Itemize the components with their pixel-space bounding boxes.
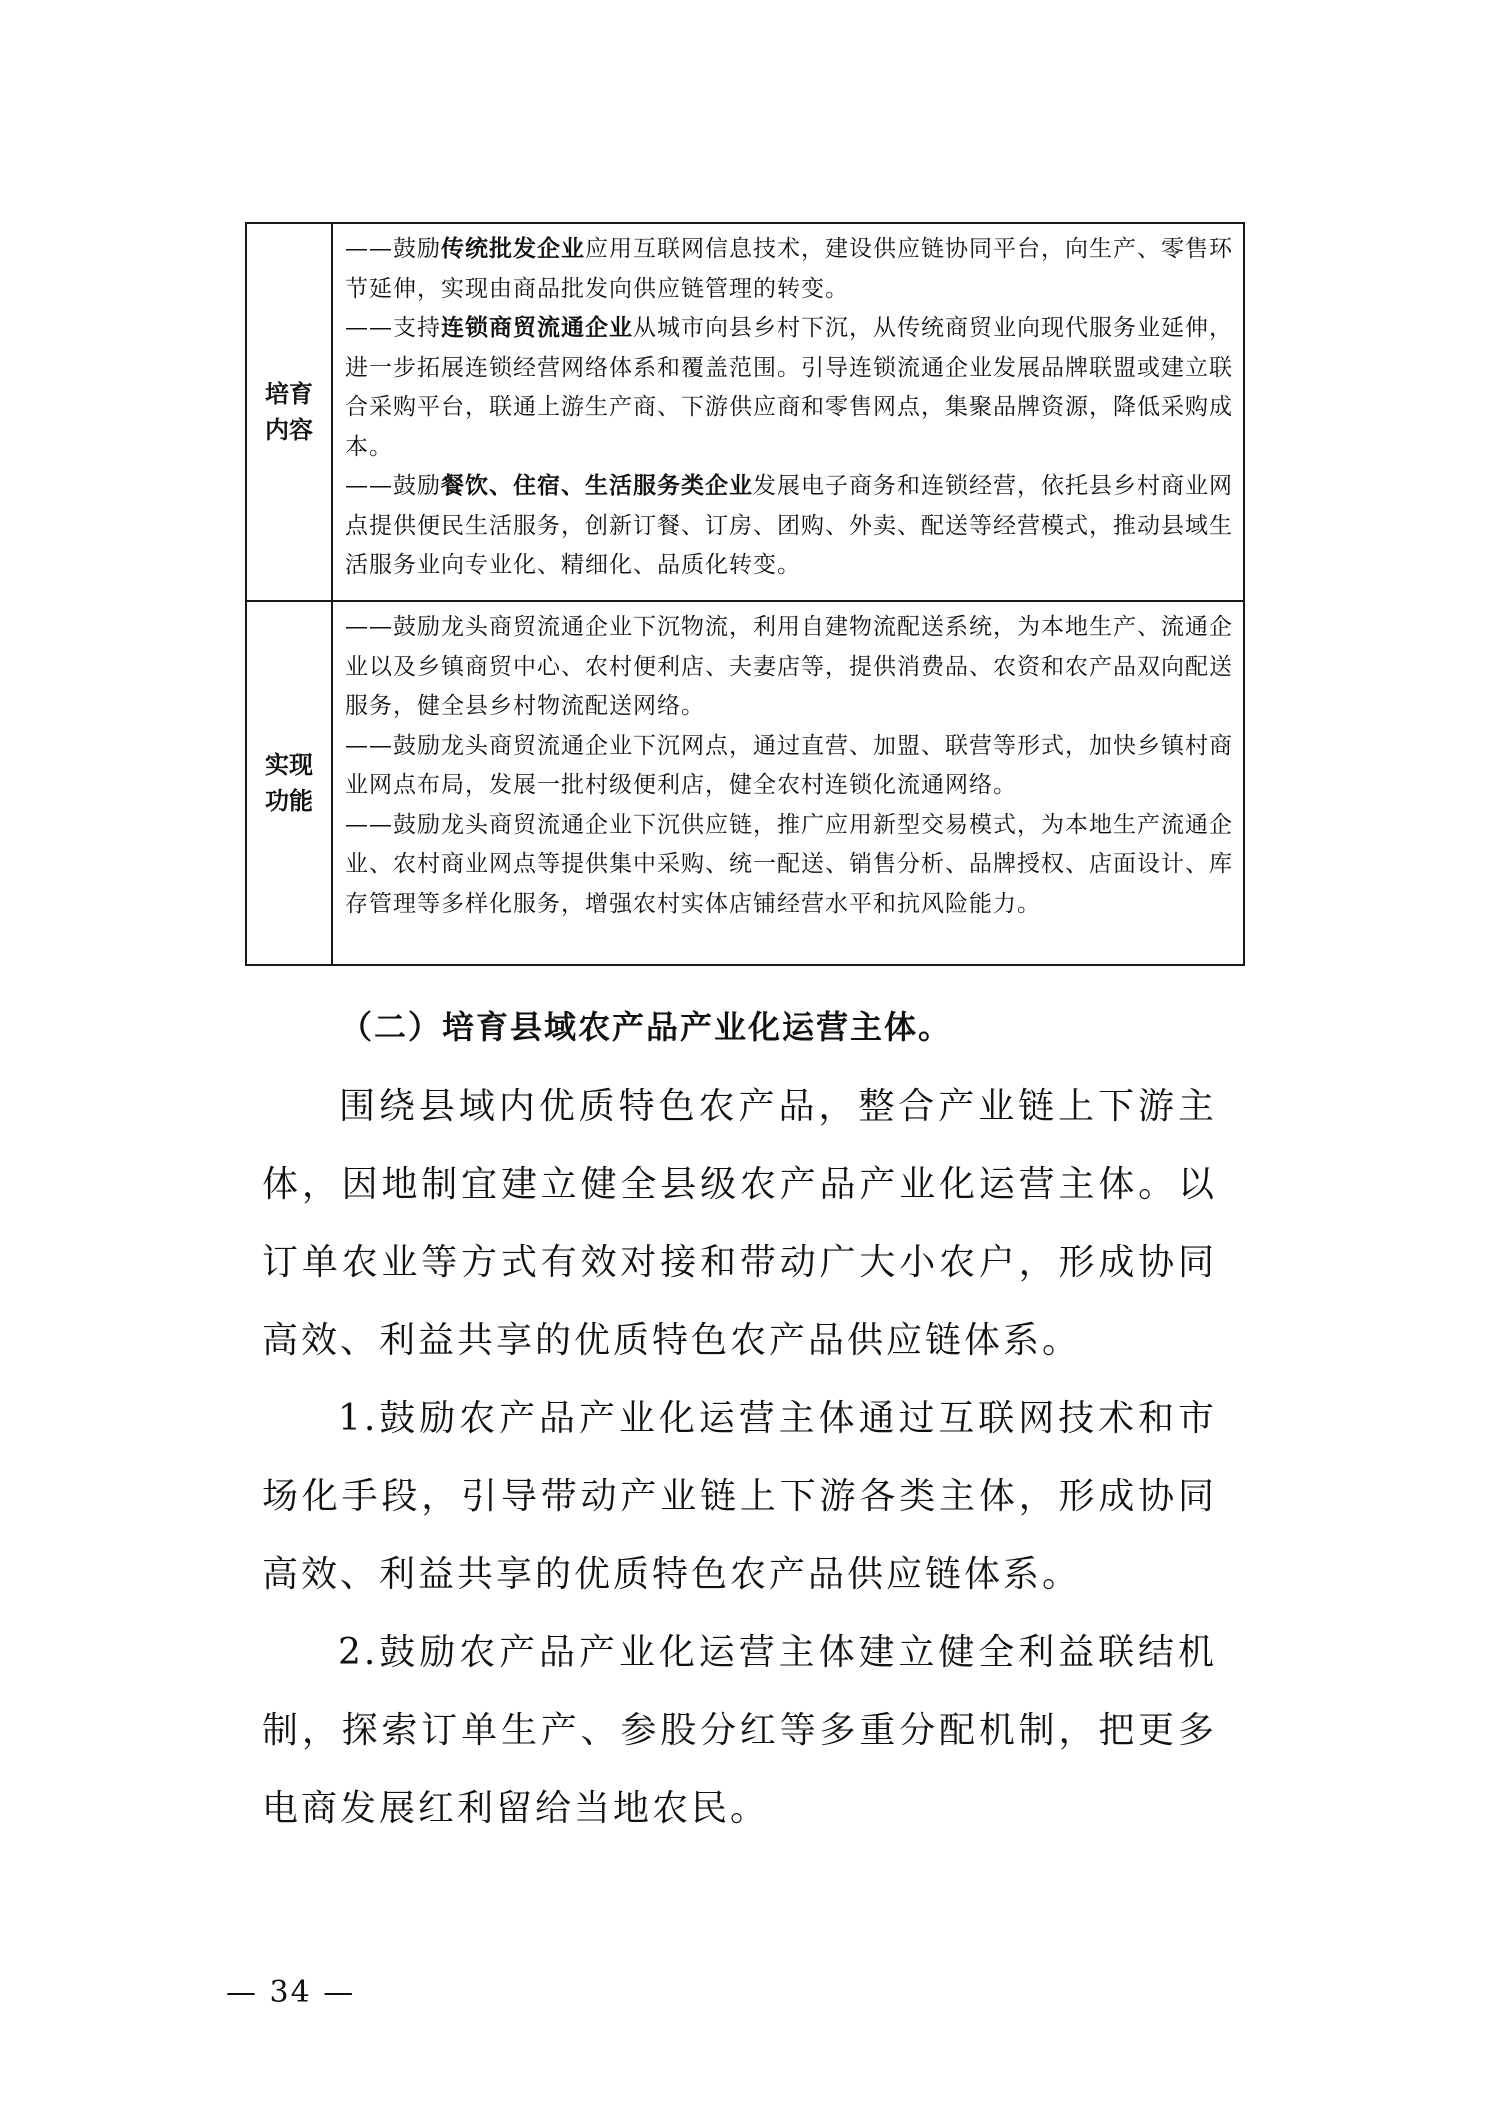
content-paragraph: ——鼓励餐饮、住宿、生活服务类企业发展电子商务和连锁经营，依托县乡村商业网点提供便民生活服务，创新订餐、订房、团购、外卖、配送等经营模式，推动县域生活服务业向专业化、精细化、品质化转变。: [345, 473, 1233, 578]
section-heading: （二）培育县域农产品产业化运营主体。: [340, 1008, 953, 1046]
row-label-line: 功能: [265, 787, 313, 815]
body-paragraph: 1.鼓励农产品产业化运营主体通过互联网技术和市场化手段，引导带动产业链上下游各类主体，形成协同高效、利益共享的优质特色农产品供应链体系。: [262, 1398, 1217, 1595]
row-label-line: 实现: [265, 751, 313, 779]
table-row: [246, 223, 1244, 601]
row-label-line: 内容: [265, 416, 313, 444]
content-paragraph: ——支持连锁商贸流通企业从城市向县乡村下沉，从传统商贸业向现代服务业延伸，进一步拓展连锁经营网络体系和覆盖范围。引导连锁流通企业发展品牌联盟或建立联合采购平台，联通上游生产商、下游供应商和零售网点，集聚品牌资源，降低采购成本。: [345, 315, 1233, 460]
row-label: [246, 601, 332, 965]
info-table: [245, 222, 1245, 966]
content-paragraph: ——鼓励传统批发企业应用互联网信息技术，建设供应链协同平台，向生产、零售环节延伸，实现由商品批发向供应链管理的转变。: [345, 236, 1233, 302]
content-paragraph: ——鼓励龙头商贸流通企业下沉物流，利用自建物流配送系统，为本地生产、流通企业以及乡镇商贸中心、农村便利店、夫妻店等，提供消费品、农资和农产品双向配送服务，健全县乡村物流配送网络。: [345, 614, 1233, 719]
row-content: [332, 601, 1244, 965]
content-paragraph: ——鼓励龙头商贸流通企业下沉网点，通过直营、加盟、联营等形式，加快乡镇村商业网点布局，发展一批村级便利店，健全农村连锁化流通网络。: [345, 732, 1233, 798]
body-paragraph: 2.鼓励农产品产业化运营主体建立健全利益联结机制，探索订单生产、参股分红等多重分配机制，把更多电商发展红利留给当地农民。: [262, 1632, 1217, 1829]
body-paragraph: 围绕县域内优质特色农产品，整合产业链上下游主体，因地制宜建立健全县级农产品产业化运营主体。以订单农业等方式有效对接和带动广大小农户，形成协同高效、利益共享的优质特色农产品供应链体系。: [262, 1086, 1217, 1361]
row-content: [332, 223, 1244, 601]
table-row: [246, 601, 1244, 965]
page-number: — 34 —: [226, 1975, 356, 2010]
content-paragraph: ——鼓励龙头商贸流通企业下沉供应链，推广应用新型交易模式，为本地生产流通企业、农村商业网点等提供集中采购、统一配送、销售分析、品牌授权、店面设计、库存管理等多样化服务，增强农村实体店铺经营水平和抗风险能力。: [345, 811, 1233, 917]
row-label-line: 培育: [265, 380, 313, 408]
row-label: [246, 223, 332, 601]
